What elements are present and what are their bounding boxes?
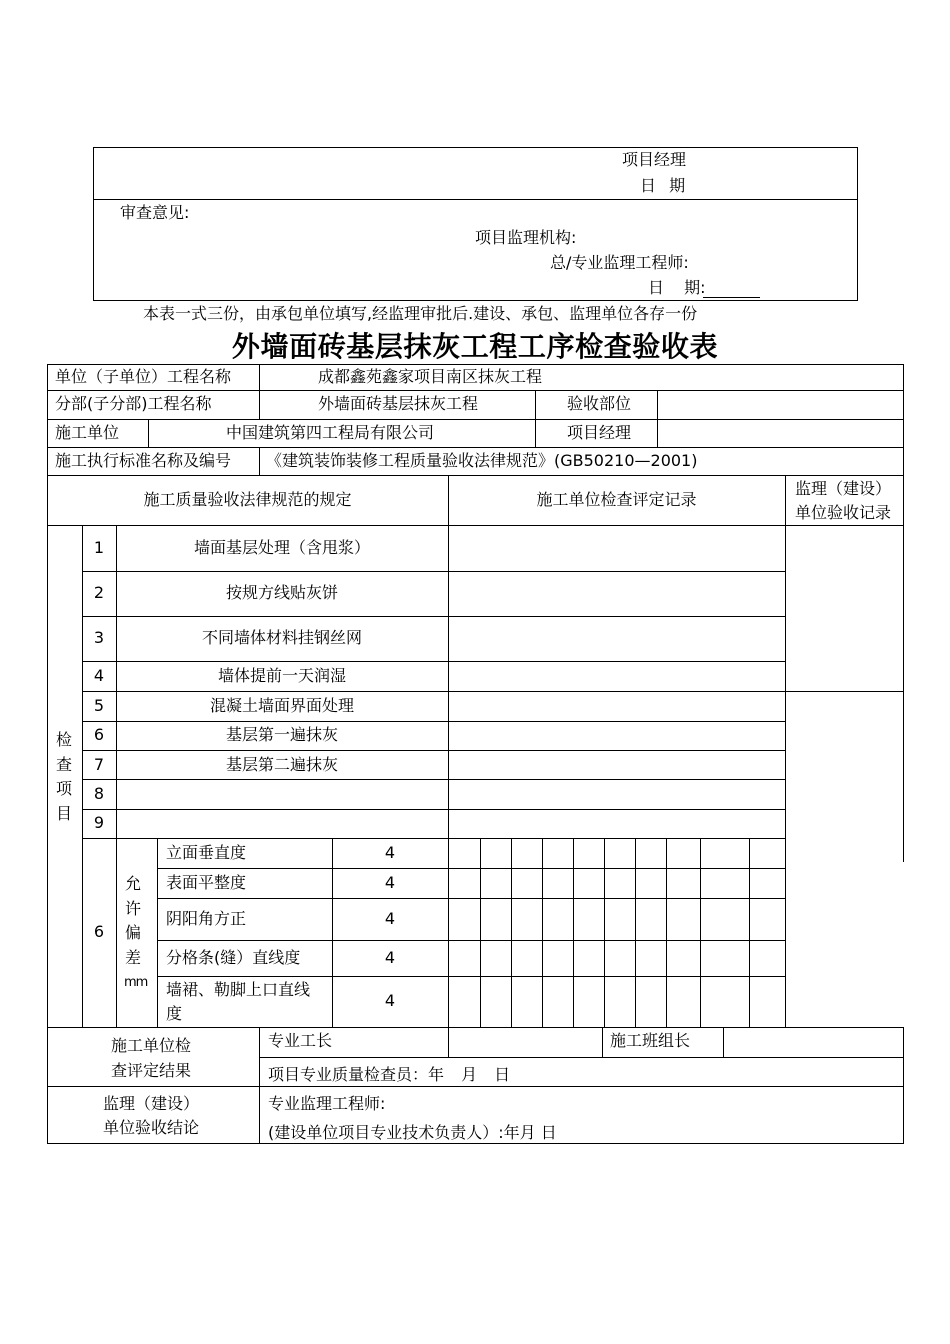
- foreman-label: 专业工长: [268, 1031, 333, 1050]
- deviation-number: 6: [93, 922, 105, 941]
- item-number: 7: [93, 755, 105, 774]
- supervising-engineer-label: 总/专业监理工程师:: [550, 253, 689, 272]
- table-rule-h: [47, 447, 903, 448]
- table-rule-h: [47, 1086, 903, 1087]
- table-rule-v: [602, 1027, 603, 1057]
- table-rule-h: [47, 525, 903, 526]
- table-rule-h: [82, 809, 785, 810]
- item-number: 3: [93, 628, 105, 647]
- deviation-item-name: 阴阳角方正: [166, 909, 247, 928]
- table-rule-h: [82, 571, 785, 572]
- table-rule-v: [480, 838, 481, 1027]
- table-rule-v: [47, 364, 48, 1143]
- supervisor-record-column-header: 监理（建设）单位验收记录: [795, 479, 892, 522]
- item-number: 1: [93, 538, 105, 557]
- standard-value: 《建筑装饰装修工程质量验收法律规范》(GB50210—2001): [266, 451, 698, 470]
- unit-project-label: 单位（子单位）工程名称: [55, 367, 232, 386]
- item-name: 基层第二遍抹灰: [225, 755, 338, 774]
- table-rule-h: [82, 750, 785, 751]
- table-rule-v: [542, 838, 543, 1027]
- review-box-rule: [857, 147, 858, 301]
- deviation-item-value: 4: [384, 948, 396, 967]
- owner-representative-line: (建设单位项目专业技术负责人）:年月 日: [268, 1123, 557, 1142]
- table-rule-v: [700, 838, 701, 1027]
- item-name: 不同墙体材料挂钢丝网: [201, 628, 362, 647]
- table-rule-h: [47, 475, 903, 476]
- review-date-underline: [703, 297, 760, 298]
- pm-date-label: 日 期: [640, 176, 686, 195]
- supervision-org-label: 项目监理机构:: [475, 228, 577, 247]
- table-rule-h: [82, 616, 785, 617]
- deviation-item-value: 4: [384, 991, 396, 1010]
- table-project-manager-label: 项目经理: [567, 423, 632, 442]
- review-box-rule: [93, 199, 857, 200]
- table-rule-v: [448, 475, 449, 1027]
- table-rule-h: [157, 940, 785, 941]
- deviation-label: 允许偏差: [125, 874, 142, 967]
- table-rule-h: [82, 721, 785, 722]
- deviation-item-name: 立面垂直度: [166, 843, 247, 862]
- item-number: 6: [93, 725, 105, 744]
- table-rule-h: [157, 868, 785, 869]
- team-leader-label: 施工班组长: [610, 1031, 691, 1050]
- deviation-item-name: 表面平整度: [166, 873, 247, 892]
- review-box-rule: [93, 300, 858, 301]
- review-date-label: 日 期:: [648, 278, 706, 297]
- table-rule-v: [723, 1027, 724, 1057]
- table-rule-h: [157, 976, 785, 977]
- deviation-item-name: 分格条(缝）直线度: [166, 948, 301, 967]
- form-title: 外墙面砖基层抹灰工程工序检查验收表: [231, 330, 719, 363]
- table-rule-v: [749, 838, 750, 1027]
- contractor-record-column-header: 施工单位检查评定记录: [536, 490, 697, 509]
- table-rule-v: [157, 838, 158, 1027]
- table-rule-v: [448, 1027, 449, 1057]
- table-rule-h: [47, 1143, 904, 1144]
- item-number: 9: [93, 813, 105, 832]
- table-rule-v: [148, 419, 149, 447]
- table-rule-h: [82, 779, 785, 780]
- inspection-section-label: 检查项目: [56, 730, 73, 823]
- standard-label: 施工执行标准名称及编号: [55, 451, 232, 470]
- item-number: 4: [93, 666, 105, 685]
- unit-project-value: 成都鑫苑鑫家项目南区抹灰工程: [318, 367, 543, 386]
- item-name: 墙面基层处理（含甩浆）: [193, 538, 370, 557]
- deviation-item-value: 4: [384, 843, 396, 862]
- deviation-unit: mm: [124, 975, 148, 990]
- supervisor-conclusion-label: 监理（建设）单位验收结论: [103, 1094, 200, 1137]
- review-opinion-label: 审查意见:: [120, 203, 190, 222]
- table-rule-h: [259, 1057, 903, 1058]
- review-box-rule: [93, 147, 857, 148]
- inspection-part-label: 验收部位: [567, 394, 632, 413]
- table-rule-v: [259, 1027, 260, 1143]
- supervising-engineer-line: 专业监理工程师:: [268, 1094, 386, 1113]
- project-manager-label: 项目经理: [622, 150, 687, 169]
- table-rule-h: [82, 838, 785, 839]
- sub-project-label: 分部(子分部)工程名称: [55, 394, 212, 413]
- contractor-value: 中国建筑第四工程局有限公司: [226, 423, 435, 442]
- table-rule-v: [666, 838, 667, 1027]
- table-rule-v: [259, 364, 260, 419]
- table-rule-h: [157, 898, 785, 899]
- table-rule-v: [573, 838, 574, 1027]
- table-rule-v: [635, 838, 636, 1027]
- item-name: 按规方线贴灰饼: [225, 583, 338, 602]
- table-rule-h: [47, 419, 903, 420]
- deviation-item-name: 墙裙、勒脚上口直线度: [166, 980, 311, 1023]
- item-number: 5: [93, 696, 105, 715]
- deviation-item-value: 4: [384, 909, 396, 928]
- item-number: 8: [93, 784, 105, 803]
- table-rule-v: [785, 475, 786, 1027]
- item-name: 墙体提前一天润湿: [217, 666, 346, 685]
- item-name: 混凝土墙面界面处理: [209, 696, 354, 715]
- table-rule-v: [657, 390, 658, 447]
- spec-column-header: 施工质量验收法律规范的规定: [143, 490, 352, 509]
- table-rule-v: [535, 390, 536, 447]
- table-rule-h: [47, 390, 903, 391]
- review-box-rule: [93, 147, 94, 300]
- deviation-item-value: 4: [384, 873, 396, 892]
- table-rule-v: [511, 838, 512, 1027]
- table-rule-h: [82, 661, 785, 662]
- table-rule-v: [903, 364, 904, 862]
- contractor-result-label: 施工单位检查评定结果: [111, 1036, 192, 1080]
- table-rule-h: [82, 691, 903, 692]
- quality-inspector-line: 项目专业质量检查员：年 月 日: [268, 1065, 511, 1084]
- distribution-note: 本表一式三份，由承包单位填写,经监理审批后.建设、承包、监理单位各存一份: [143, 304, 698, 323]
- table-rule-v: [259, 447, 260, 475]
- table-rule-h: [47, 1027, 903, 1028]
- table-rule-v: [903, 1027, 904, 1144]
- contractor-label: 施工单位: [55, 423, 120, 442]
- item-name: 基层第一遍抹灰: [225, 725, 338, 744]
- table-rule-v: [604, 838, 605, 1027]
- table-rule-h: [47, 364, 903, 365]
- item-number: 2: [93, 583, 105, 602]
- sub-project-value: 外墙面砖基层抹灰工程: [318, 394, 479, 413]
